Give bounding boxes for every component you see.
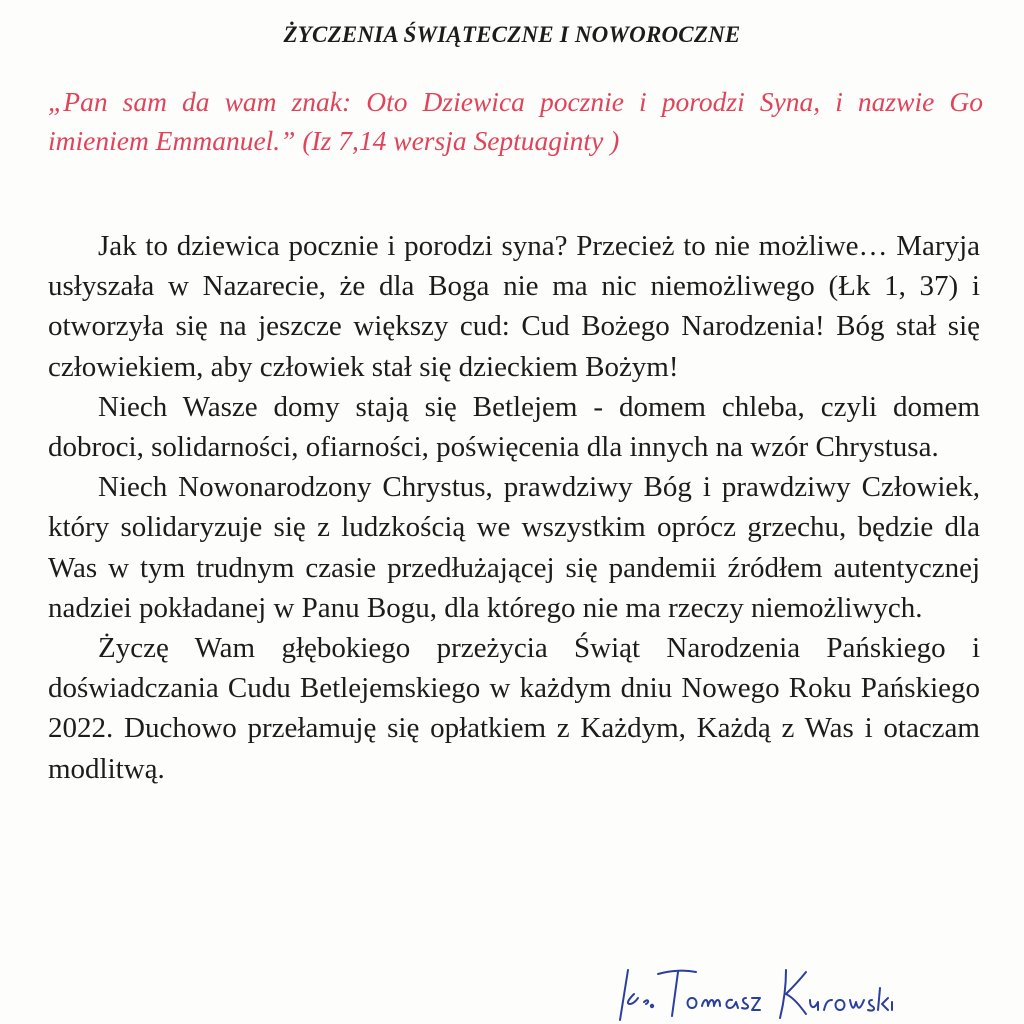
letter-body	[48, 226, 980, 789]
paragraph-4: Życzę Wam głębokiego przeżycia Świąt Narodzenia Pańskiego i doświadczania Cudu Betlejemskiego w każdym dniu Nowego Roku Pańskiego 2022. Duchowo przełamuję się opłatkiem z Każdym, Każdą z Was i otaczam modlitwą.	[48, 632, 980, 785]
letter-title: ŻYCZENIA ŚWIĄTECZNE I NOWOROCZNE	[283, 22, 741, 47]
bible-quote-epigraph: „Pan sam da wam znak: Oto Dziewica pocznie i porodzi Syna, i nazwie Go imieniem Emmanuel.” (Iz 7,14 wersja Septuaginty )	[48, 86, 983, 156]
paragraph-3: Niech Nowonarodzony Chrystus, prawdziwy Bóg i prawdziwy Człowiek, który solidaryzuje się z ludzkością we wszystkim oprócz grzechu, będzie dla Was w tym trudnym czasie przedłużającej się pandemii źródłem autentycznej nadziei pokładanej w Panu Bogu, dla którego nie ma rzeczy niemożliwych.	[48, 471, 980, 624]
paragraph-1: Jak to dziewica pocznie i porodzi syna? Przecież to nie możliwe… Maryja usłyszała w Nazarecie, że dla Boga nie ma nic niemożliwego (Łk 1, 37) i otworzyła się na jeszcze większy cud: Cud Bożego Narodzenia! Bóg stał się człowiekiem, aby człowiek stał się dzieckiem Bożym!	[48, 230, 980, 383]
handwritten-signature	[600, 958, 900, 1024]
paragraph-2: Niech Wasze domy stają się Betlejem - domem chleba, czyli domem dobroci, solidarności, ofiarności, poświęcenia dla innych na wzór Chrystusa.	[48, 390, 980, 464]
